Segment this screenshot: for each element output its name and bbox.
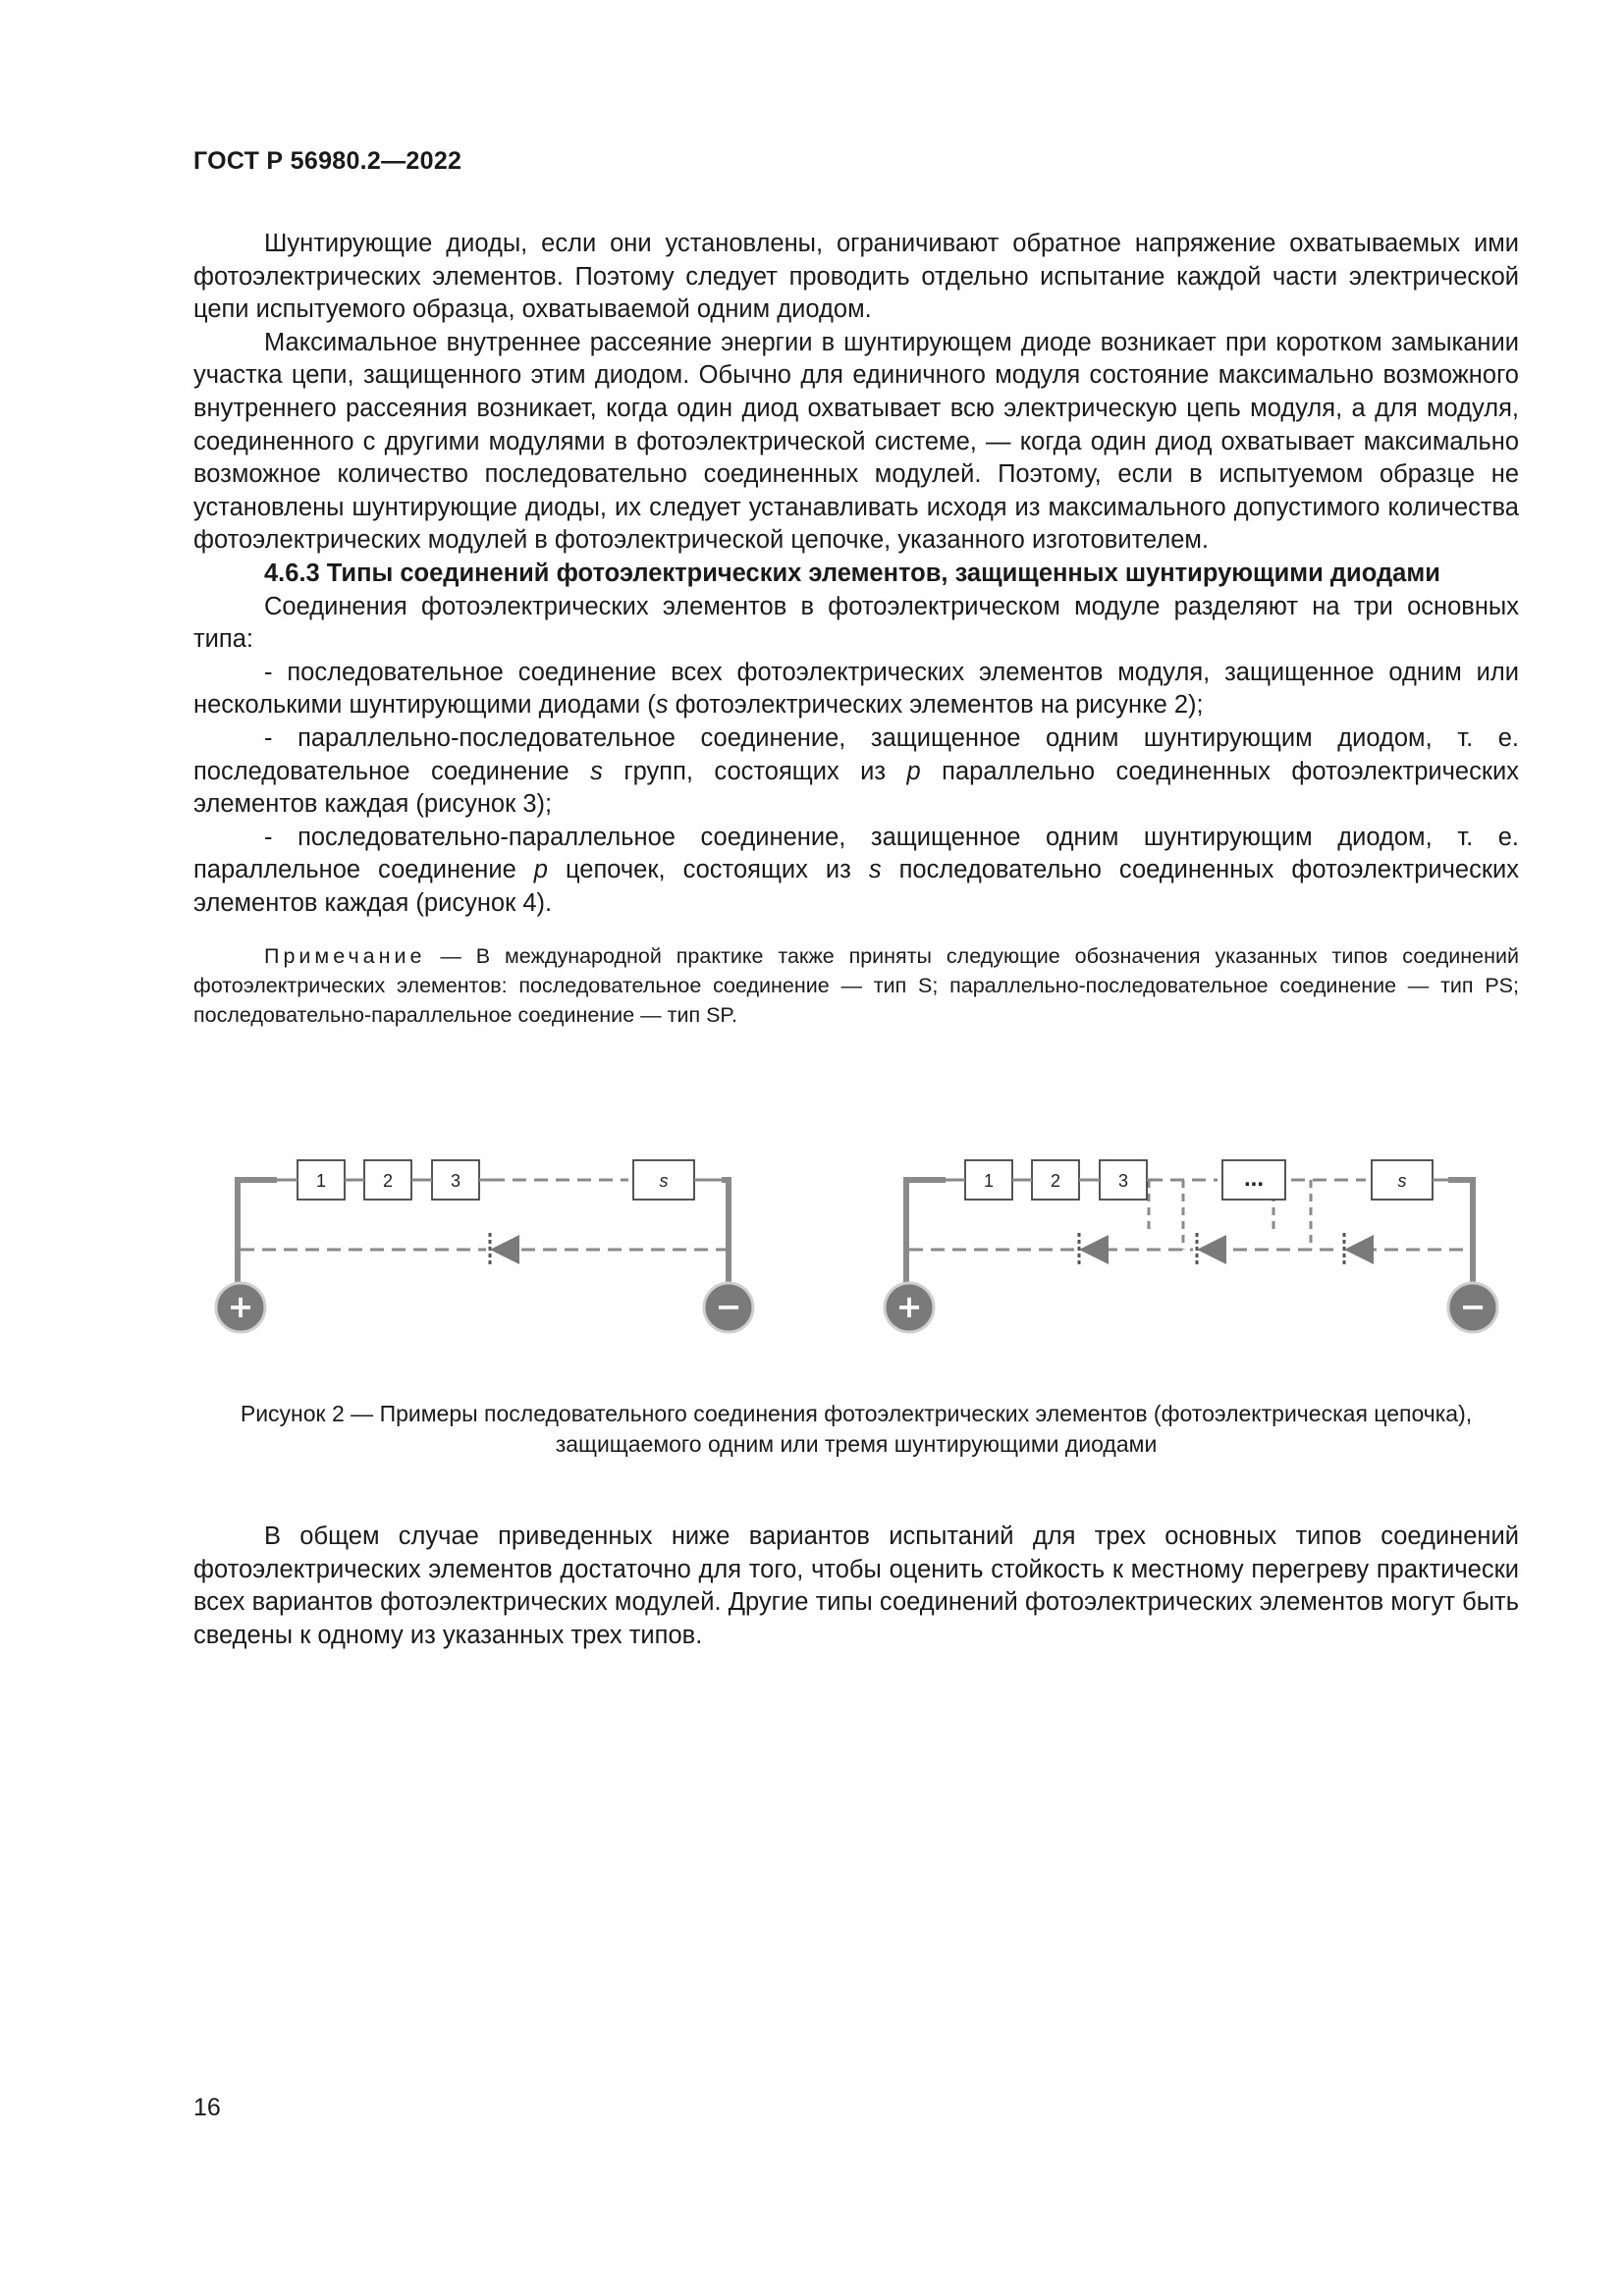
paragraph-connection-types: Соединения фотоэлектрических элементов в фотоэлектрическом модуле разделяют на три основных типа:	[193, 592, 1519, 654]
left-minus-sign: −	[715, 1288, 742, 1325]
closing-text-block	[193, 1521, 1519, 1652]
right-cell-s-label: s	[1397, 1171, 1407, 1191]
document-header: ГОСТ Р 56980.2—2022	[193, 147, 462, 175]
left-cell-s-label: s	[659, 1171, 669, 1191]
right-plus-sign: +	[895, 1288, 923, 1325]
note-label: Примечание	[264, 944, 426, 969]
page-number: 16	[193, 2094, 221, 2121]
list-item-parallel-series: - параллельно-последовательное соединение, защищенное одним шунтирующим диодом, т. е. последовательное соединение s групп, состоящих из p параллельно соединенных фотоэлектрических элементов каждая (рисунок 3);	[193, 723, 1519, 819]
right-circuit	[885, 1160, 1497, 1332]
note-text: — В международной практике также приняты следующие обозначения указанных типов соединений фотоэлектрических элементов: последовательное соединение — тип S; параллельно-последовательное соединение — тип PS; последовательно-параллельное соединение — тип SP.	[193, 944, 1519, 1028]
figure-2-caption: Рисунок 2 — Примеры последовательного соединения фотоэлектрических элементов (фотоэлектрическая цепочка), защищаемого одним или тремя шунтирующими диодами	[240, 1401, 1473, 1457]
circuit-diagrams-svg	[211, 1139, 1517, 1335]
left-cell-3-label: 3	[450, 1171, 461, 1191]
main-text-block	[193, 228, 1519, 1030]
left-cell-1-label: 1	[315, 1171, 327, 1191]
paragraph-bypass-diodes: Шунтирующие диоды, если они установлены, ограничивают обратное напряжение охватываемых ими фотоэлектрических элементов. Поэтому следует проводить отдельно испытание каждой части электрической цепи испытуемого образца, охватываемой одним диодом.	[193, 230, 1519, 324]
left-circuit-plus-wire	[238, 1180, 277, 1299]
list-item-series: - последовательное соединение всех фотоэлектрических элементов модуля, защищенное одним или несколькими шунтирующими диодами (s фотоэлектрических элементов на рисунке 2);	[193, 658, 1519, 720]
right-cell-1-label: 1	[983, 1171, 995, 1191]
left-circuit	[216, 1160, 753, 1332]
left-circuit-minus-wire	[722, 1180, 729, 1299]
paragraph-test-variants: В общем случае приведенных ниже вариантов испытаний для трех основных типов соединений фотоэлектрических элементов достаточно для того, чтобы оценить стойкость к местному перегреву практически всех вариантов фотоэлектрических модулей. Другие типы соединений фотоэлектрических элементов могут быть сведены к одному из указанных трех типов.	[193, 1522, 1519, 1649]
list-item-series-parallel: - последовательно-параллельное соединение, защищенное одним шунтирующим диодом, т. е. параллельное соединение p цепочек, состоящих из s последовательно соединенных фотоэлектрических элементов каждая (рисунок 4).	[193, 823, 1519, 917]
right-bypass-diode-1	[1075, 1233, 1109, 1266]
figure-2-diagram	[211, 1139, 1517, 1335]
right-circuit-minus-wire	[1448, 1180, 1473, 1299]
left-plus-sign: +	[227, 1288, 254, 1325]
left-cell-2-label: 2	[382, 1171, 394, 1191]
right-cell-3-label: 3	[1117, 1171, 1129, 1191]
right-bypass-diode-3	[1340, 1233, 1374, 1266]
note	[193, 941, 1519, 1030]
paragraph-max-dissipation: Максимальное внутреннее рассеяние энергии в шунтирующем диоде возникает при коротком замыкании участка цепи, защищенного этим диодом. Обычно для единичного модуля состояние максимально возможного внутреннего рассеяния возникает, когда один диод охватывает всю электрическую цепь модуля, а для модуля, соединенного с другими модулями в фотоэлектрической системе, — когда один диод охватывает максимально возможное количество последовательно соединенных модулей. Поэтому, если в испытуемом образце не установлены шунтирующие диоды, их следует устанавливать исходя из максимального допустимого количества фотоэлектрических модулей в фотоэлектрической цепочке, указанного изготовителем.	[193, 328, 1519, 555]
left-bypass-diode	[486, 1233, 519, 1266]
right-cell-2-label: 2	[1050, 1171, 1061, 1191]
right-cell-ellipsis-label: ...	[1243, 1165, 1265, 1192]
right-circuit-plus-wire	[906, 1180, 946, 1299]
right-bypass-diode-2	[1193, 1233, 1226, 1266]
right-minus-sign: −	[1459, 1288, 1487, 1325]
section-heading-4-6-3: 4.6.3 Типы соединений фотоэлектрических элементов, защищенных шунтирующими диодами	[264, 559, 1440, 587]
